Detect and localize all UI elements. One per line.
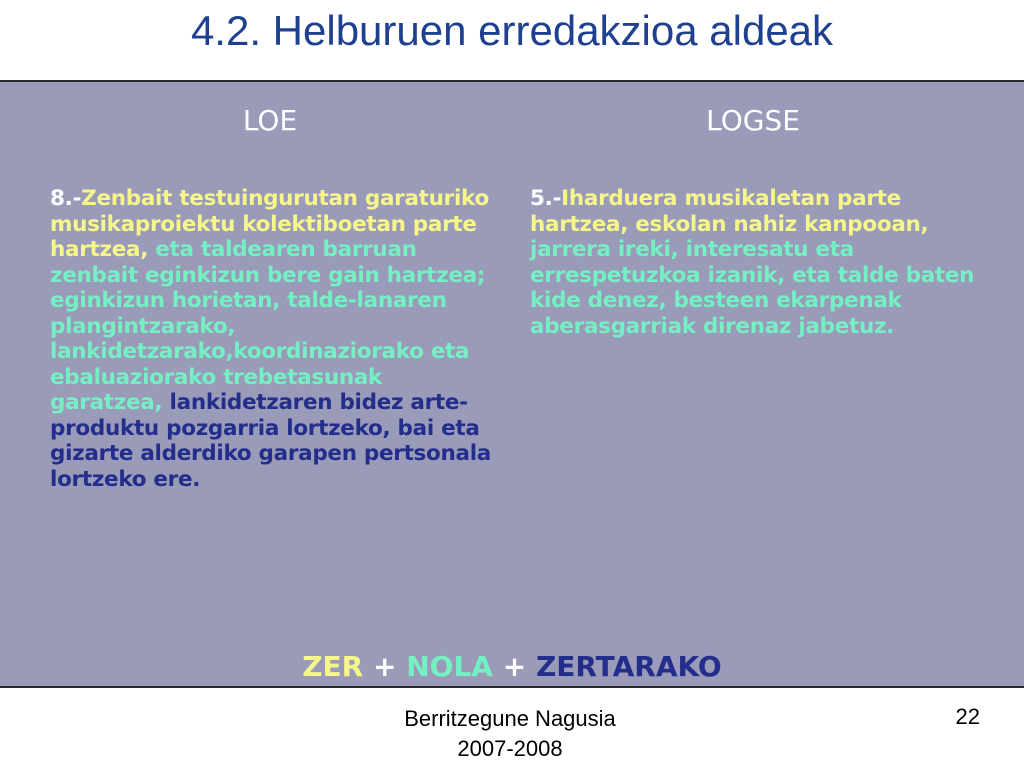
column-heading-loe: LOE: [242, 104, 298, 137]
loe-objective-text: [50, 186, 500, 492]
formula-plus: +: [502, 650, 527, 683]
objective-number: 8.-: [50, 186, 82, 211]
formula-nola: NOLA: [406, 650, 493, 683]
formula-zertarako: ZERTARAKO: [535, 650, 722, 683]
objective-text-why: lankidetzaren bidez arte-produktu pozgarria lortzeko, bai eta gizarte alderdiko garapen pertsonala lortzeko ere.: [50, 390, 492, 492]
formula-zer: ZER: [302, 650, 364, 683]
objective-text-what: Zenbait testuingurutan garaturiko musikaproiektu kolektiboetan parte hartzea,: [50, 186, 489, 262]
footer-years: 2007-2008: [457, 736, 563, 761]
objective-text-what: Iharduera musikaletan parte hartzea, eskolan nahiz kanpooan,: [530, 186, 929, 237]
objective-text-how: jarrera ireki, interesatu eta errespetuzkoa izanik, eta talde baten kide denez, besteen ekarpenak aberasgarriak direnaz jabetuz.: [530, 237, 975, 339]
footer-org: Berritzegune Nagusia: [404, 706, 616, 731]
summary-formula: [0, 650, 1024, 683]
objective-number: 5.-: [530, 186, 562, 211]
objective-text-how: eta taldearen barruan zenbait eginkizun bere gain hartzea; eginkizun horietan, talde-lanaren plangintzarako, lankidetzarako,koordinaziorako eta ebaluaziorako trebetasunak garatzea,: [50, 237, 486, 415]
formula-plus: +: [373, 650, 397, 683]
logse-objective-text: [530, 186, 980, 339]
slide-title: 4.2. Helburuen erredakzioa aldeak: [190, 7, 834, 54]
footer: [380, 704, 640, 764]
column-heading-logse: LOGSE: [706, 104, 800, 137]
page-number: 22: [955, 704, 980, 729]
